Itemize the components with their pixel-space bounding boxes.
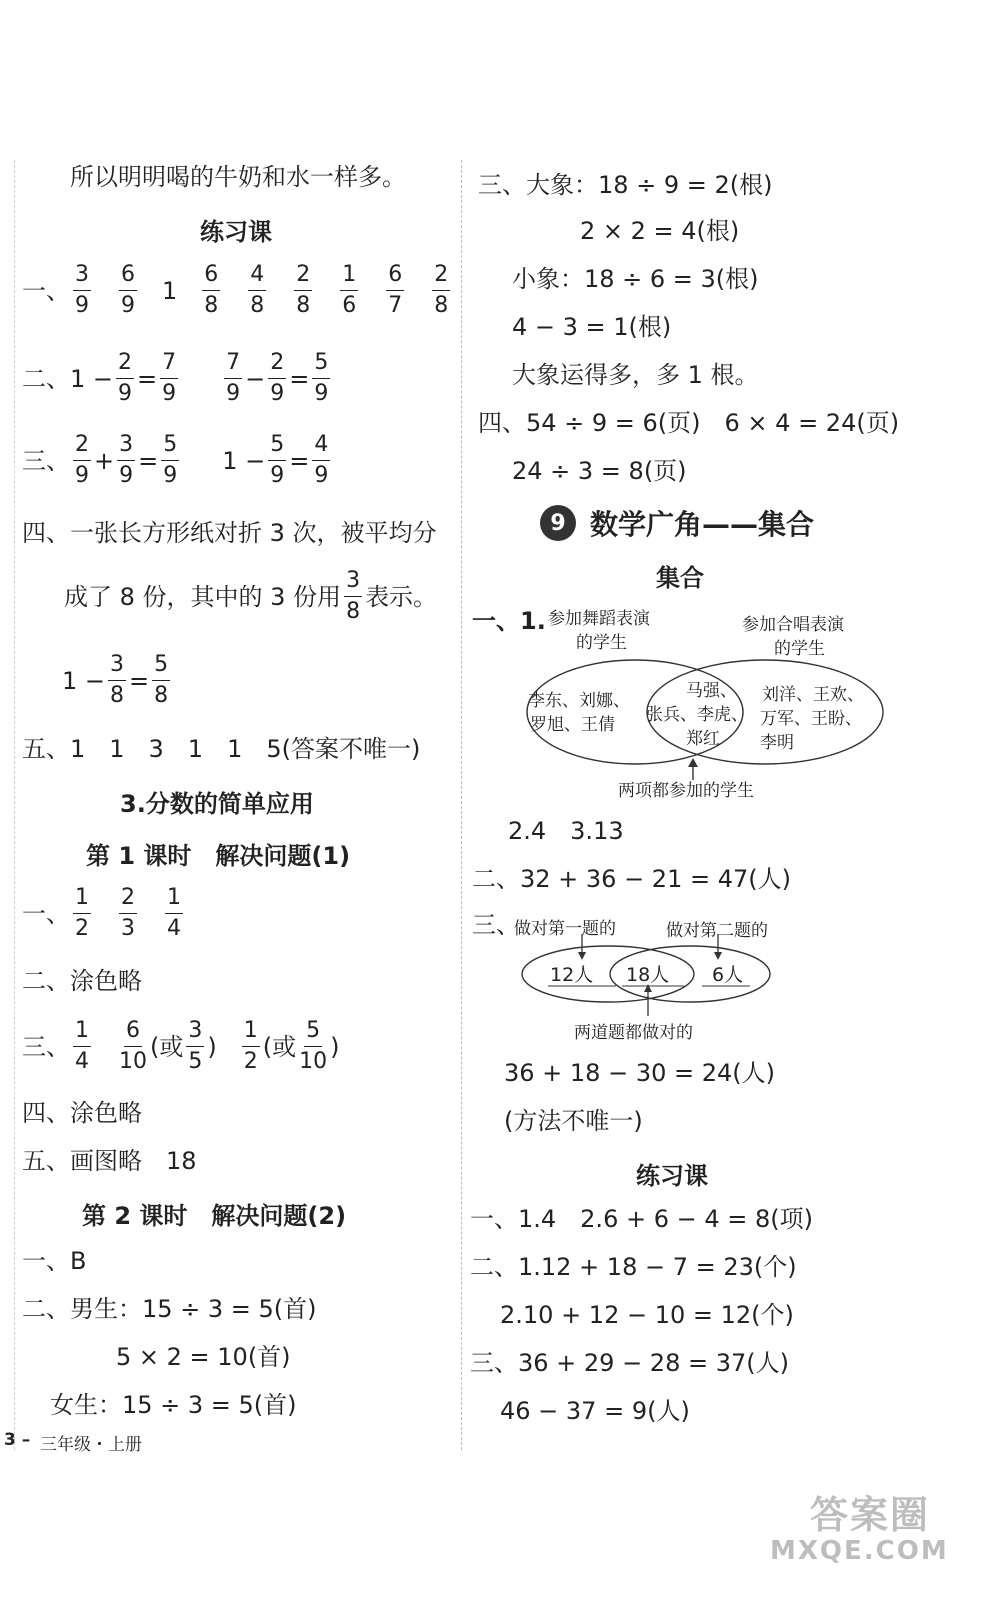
venn-left-value: 12人	[550, 964, 594, 986]
left-margin-rule	[14, 160, 15, 1450]
arrow-head	[578, 952, 586, 960]
answer-line: 2.4 3.13	[508, 817, 624, 845]
question-number: 三、	[472, 911, 520, 939]
question-number: 二、	[22, 364, 70, 393]
venn-right-members: 万军、王盼、	[760, 709, 862, 729]
whole-number: 1	[162, 276, 178, 305]
answer-line: 四、54 ÷ 9 = 6(页) 6 × 4 = 24(页)	[478, 409, 900, 437]
watermark-logo: 答案圈	[810, 1493, 931, 1537]
lesson2-q2-line2: 5 × 2 = 10(首)	[116, 1343, 291, 1371]
fraction: $\frac{5}{10}$	[299, 1018, 328, 1074]
answer-line: 24 ÷ 3 = 8(页)	[512, 457, 687, 485]
fraction: $\frac{1}{2}$	[75, 885, 89, 941]
venn-both-value: 18人	[626, 964, 670, 986]
venn-left-members: 罗旭、王倩	[530, 715, 615, 735]
fraction: $\frac{2}{9}$	[270, 350, 285, 406]
arrow-head	[714, 952, 722, 960]
fraction: $\frac{7}{9}$	[162, 350, 177, 406]
venn-both-members: 马强、	[686, 681, 737, 701]
fraction: $\frac{5}{9}$	[270, 432, 285, 488]
venn-both-members: 郑红	[686, 729, 720, 749]
question-4-text-2: 成了 8 份，其中的 3 份用 $\frac{3}{8}$ 表示。	[64, 568, 438, 624]
grade-label: 三年级・上册	[40, 1435, 142, 1455]
venn-title-left: 参加舞蹈表演	[548, 609, 650, 629]
fraction: $\frac{2}{9}$	[75, 432, 89, 488]
fraction: $\frac{7}{9}$	[226, 350, 241, 406]
answer-line: 三、大象：18 ÷ 9 = 2(根)	[478, 171, 773, 199]
venn-left-members: 李东、刘娜、	[528, 691, 630, 711]
fraction: $\frac{6}{10}$	[119, 1018, 147, 1074]
fraction: $\frac{1}{2}$	[243, 1018, 258, 1074]
fraction: $\frac{1}{4}$	[167, 885, 181, 941]
fraction: $\frac{3}{9}$	[119, 432, 134, 488]
lesson2-q2: 二、男生：15 ÷ 3 = 5(首)	[22, 1295, 317, 1323]
lesson2-q2-line3: 女生：15 ÷ 3 = 5(首)	[50, 1391, 297, 1419]
question-2: 二、 1 − $\frac{2}{9}$ = $\frac{7}{9}$ $\frac{7}{9}$ − $\frac{2}{9}$ = $\frac{5}{9}$	[22, 350, 329, 406]
fraction: $\frac{5}{8}$	[154, 652, 169, 708]
answer-note: (方法不唯一)	[504, 1107, 643, 1135]
venn-title-left: 做对第一题的	[514, 919, 616, 939]
venn-right-members: 李明	[760, 733, 794, 753]
answer-line: 三、36 + 29 − 28 = 37(人)	[470, 1349, 789, 1377]
venn-caption: 两项都参加的学生	[618, 781, 754, 801]
answer-line: 36 + 18 − 30 = 24(人)	[504, 1059, 775, 1087]
arrow-head	[688, 758, 698, 767]
fraction: $\frac{6}{8}$	[204, 262, 219, 318]
fraction: $\frac{2}{8}$	[434, 262, 449, 318]
lesson1-q1: 一、 $\frac{1}{2}$ $\frac{2}{3}$ $\frac{1}{4}$	[22, 885, 181, 941]
answer-line: 一、1.4 2.6 + 6 − 4 = 8(项)	[470, 1205, 813, 1233]
fraction: $\frac{3}{8}$	[110, 652, 125, 708]
venn-right-members: 刘洋、王欢、	[762, 685, 864, 705]
lesson1-q5: 五、画图略 18	[22, 1147, 197, 1175]
answer-line: 小象：18 ÷ 6 = 3(根)	[512, 265, 759, 293]
answer-line: 46 − 37 = 9(人)	[500, 1397, 690, 1425]
column-divider	[461, 160, 462, 1450]
fraction: $\frac{5}{9}$	[163, 432, 178, 488]
fraction: $\frac{6}{7}$	[388, 262, 403, 318]
lesson1-q4: 四、涂色略	[22, 1099, 142, 1127]
question-4-equation: 1 − $\frac{3}{8}$ = $\frac{5}{8}$	[62, 652, 169, 708]
question-5: 五、1 1 3 1 1 5(答案不唯一)	[22, 735, 421, 763]
section-heading: 集合	[656, 564, 704, 592]
venn-title-left: 的学生	[576, 633, 627, 653]
question-3: 三、 $\frac{2}{9}$ + $\frac{3}{9}$ = $\frac{5}{9}$ 1 − $\frac{5}{9}$ = $\frac{4}{9}$	[22, 432, 329, 488]
lesson1-q2: 二、涂色略	[22, 967, 142, 995]
watermark-url: MXQE.COM	[770, 1536, 949, 1566]
section-heading: 3.分数的简单应用	[120, 790, 314, 818]
fraction: $\frac{3}{5}$	[188, 1018, 203, 1074]
venn-title-right: 的学生	[774, 639, 825, 659]
unit-title: 9 数学广角——集合	[540, 503, 814, 543]
question-number: 一、	[22, 276, 70, 305]
answer-line: 大象运得多，多 1 根。	[512, 361, 759, 389]
lesson-heading: 第 2 课时 解决问题(2)	[82, 1202, 347, 1230]
section-heading: 练习课	[636, 1162, 708, 1190]
venn-title-right: 参加合唱表演	[742, 615, 844, 635]
unit-number-badge: 9	[540, 505, 576, 541]
fraction: $\frac{2}{8}$	[296, 262, 311, 318]
fraction: $\frac{1}{6}$	[342, 262, 357, 318]
answer-line: 二、32 + 36 − 21 = 47(人)	[472, 865, 791, 893]
fraction: $\frac{4}{8}$	[250, 262, 265, 318]
lesson1-q3: 三、 $\frac{1}{4}$ $\frac{6}{10}$ (或 $\frac{3}{5}$ ) $\frac{1}{2}$ (或 $\frac{5}{10}$ )	[22, 1018, 340, 1074]
fraction: $\frac{6}{9}$	[121, 262, 135, 318]
lesson-heading: 第 1 课时 解决问题(1)	[86, 842, 351, 870]
venn-caption: 两道题都做对的	[574, 1023, 693, 1043]
lesson2-q1: 一、B	[22, 1247, 87, 1275]
question-number: 三、	[22, 446, 70, 475]
answer-line: 二、1.12 + 18 − 7 = 23(个)	[470, 1253, 797, 1281]
venn-right-value: 6人	[712, 964, 744, 986]
fraction: $\frac{5}{9}$	[314, 350, 329, 406]
page-number: 3 –	[4, 1430, 31, 1450]
venn-title-right: 做对第二题的	[666, 921, 768, 941]
venn-both-members: 张兵、李虎、	[646, 705, 748, 725]
answer-line: 2.10 + 12 − 10 = 12(个)	[500, 1301, 794, 1329]
fraction: $\frac{3}{9}$	[75, 262, 89, 318]
fraction: $\frac{2}{3}$	[121, 885, 135, 941]
answer-line: 2 × 2 = 4(根)	[580, 217, 740, 245]
question-1	[22, 262, 453, 319]
fraction: $\frac{3}{8}$	[346, 568, 361, 624]
fraction: $\frac{4}{9}$	[314, 432, 329, 488]
fraction: $\frac{2}{9}$	[118, 350, 133, 406]
question-4-text: 四、一张长方形纸对折 3 次，被平均分	[22, 519, 437, 547]
fraction: $\frac{1}{4}$	[75, 1018, 89, 1074]
answer-line: 所以明明喝的牛奶和水一样多。	[70, 163, 406, 191]
section-heading: 练习课	[200, 218, 272, 246]
answer-line: 4 − 3 = 1(根)	[512, 313, 672, 341]
question-number: 一、1.	[472, 607, 546, 635]
